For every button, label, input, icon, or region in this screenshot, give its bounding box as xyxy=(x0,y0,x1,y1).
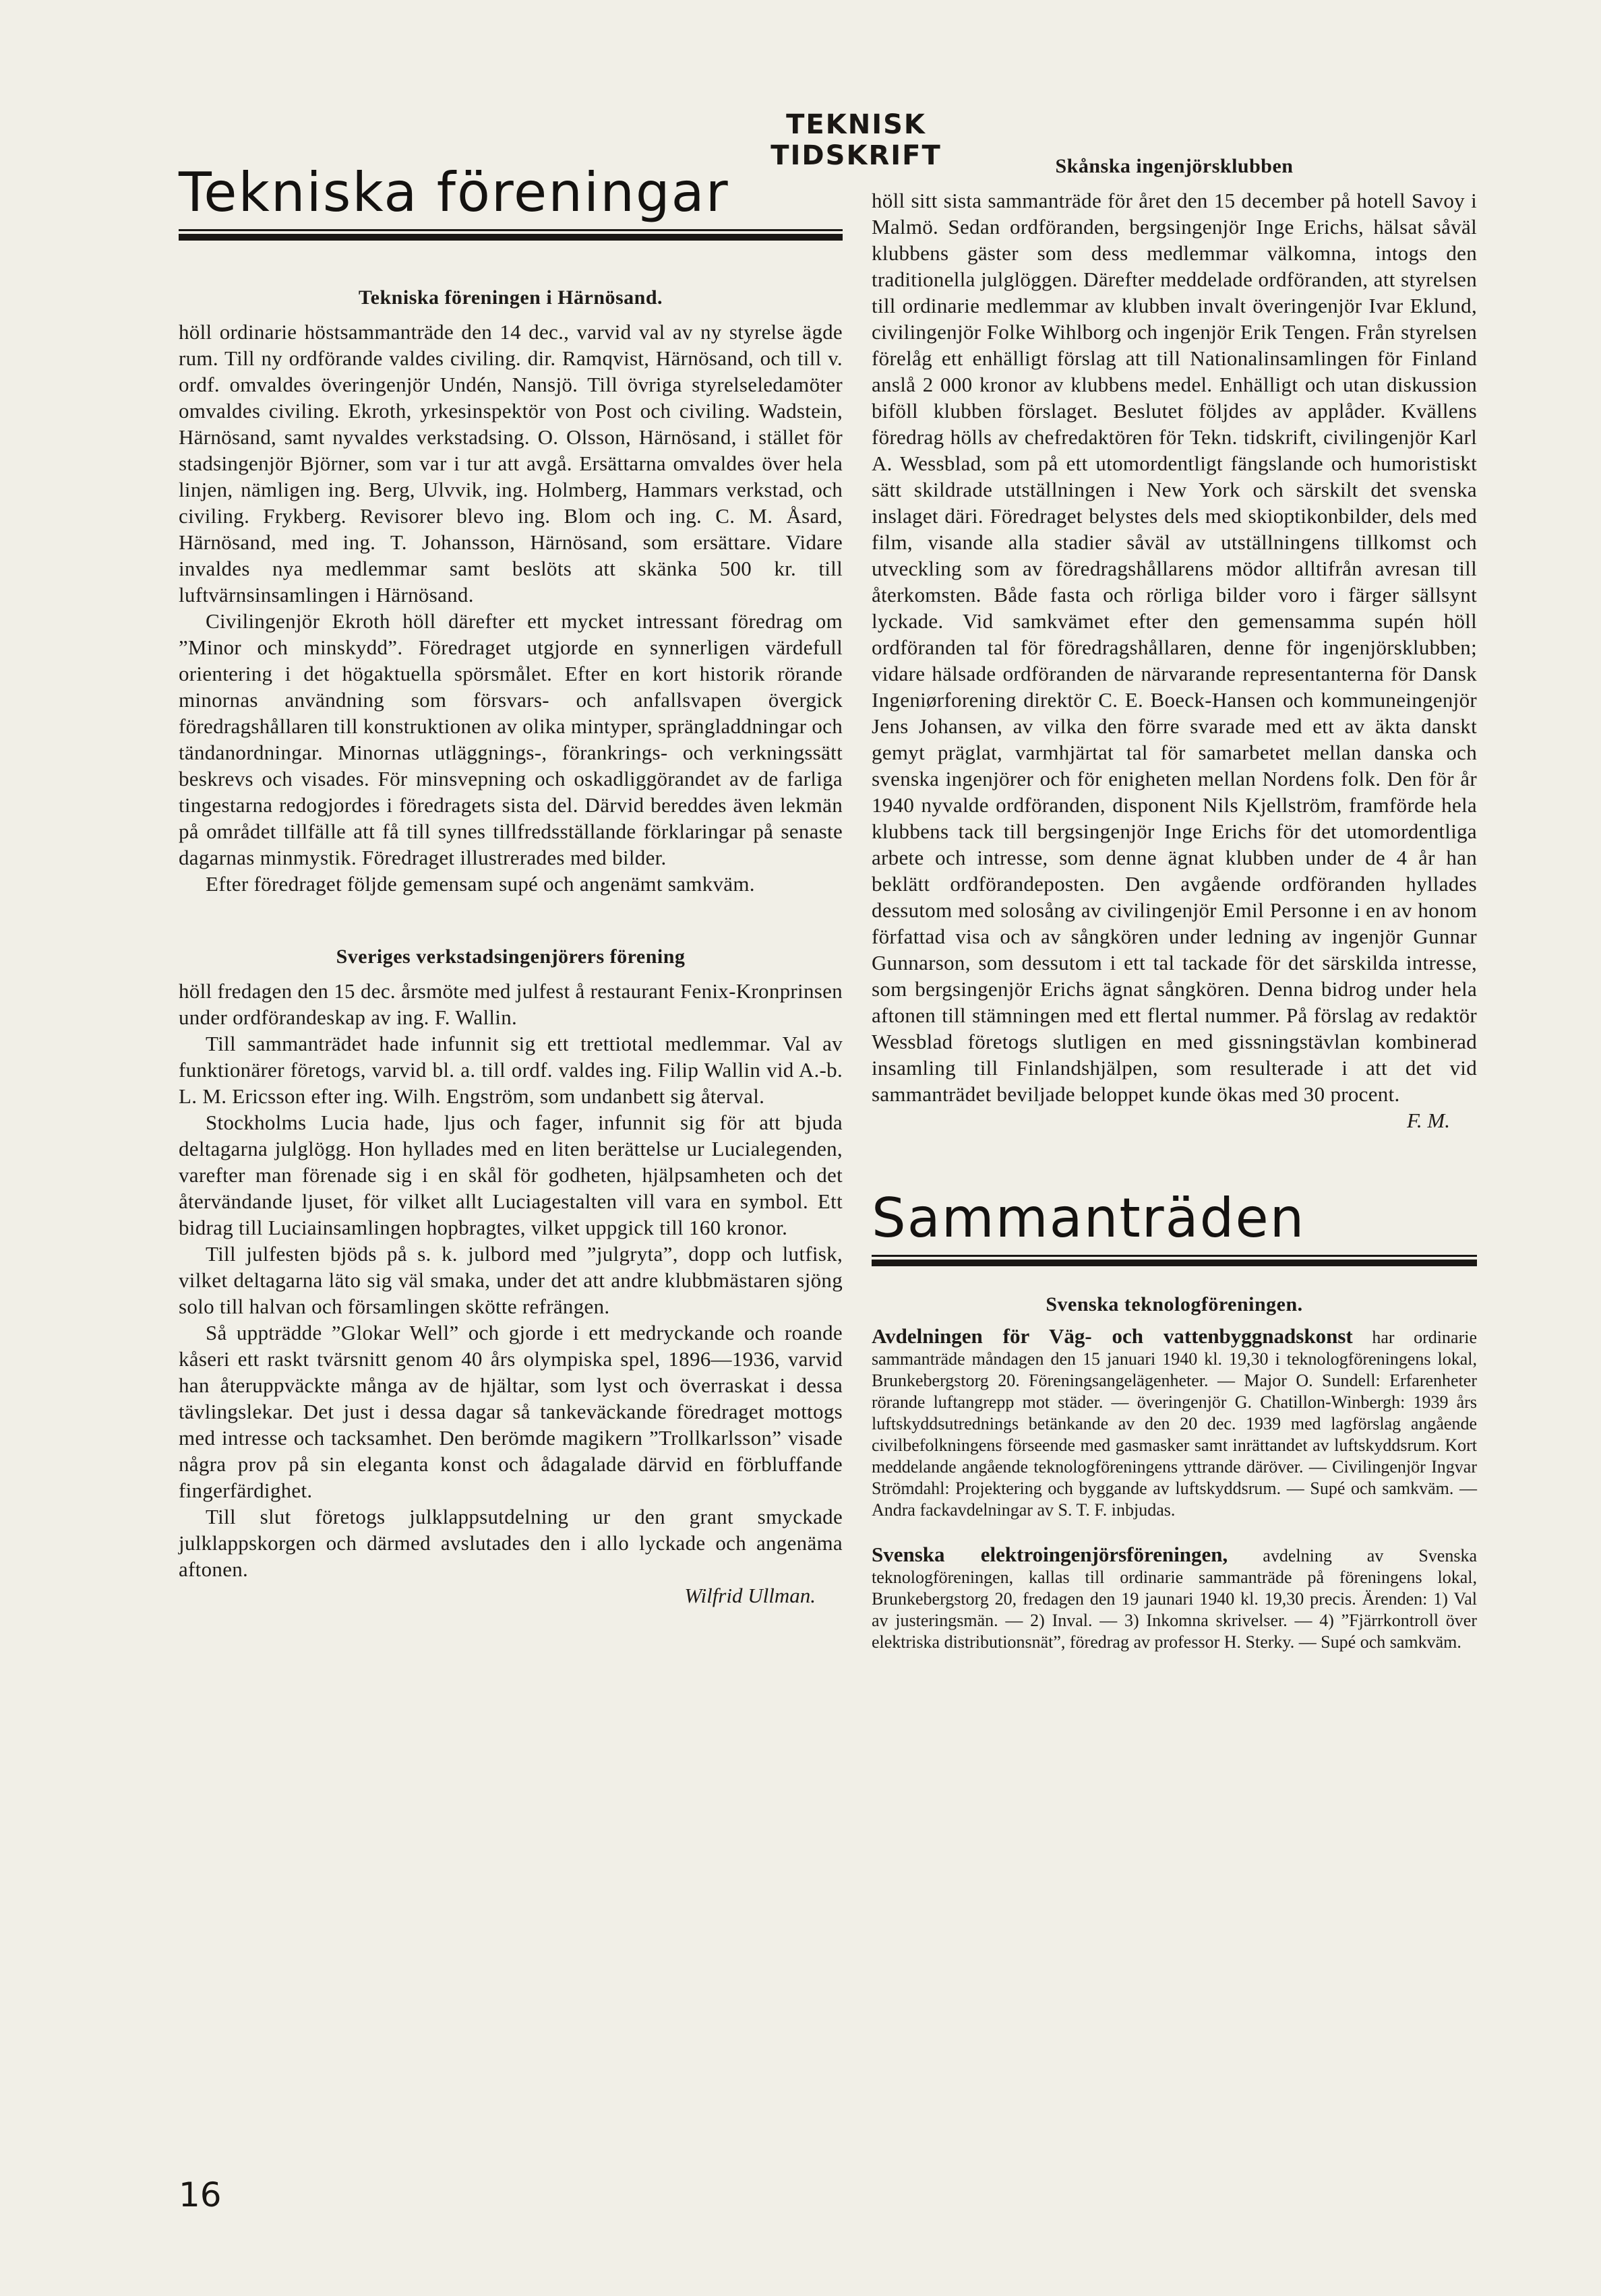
meeting-notice xyxy=(872,1326,1477,1521)
meeting-lead: Avdelningen för Väg- och vattenbyggnadskonst xyxy=(872,1324,1353,1348)
left-column xyxy=(179,162,843,1609)
article-paragraph: höll fredagen den 15 dec. årsmöte med julfest å restaurant Fenix-Kronprinsen under ordförandeskap av ing. F. Wallin. xyxy=(179,979,843,1029)
article-paragraph: Efter föredraget följde gemensam supé och angenämt samkväm. xyxy=(206,872,755,896)
page-number: 16 xyxy=(179,2175,222,2214)
meeting-lead: Svenska elektroingenjörsföreningen, xyxy=(872,1543,1228,1566)
article-heading-skanska: Skånska ingenjörsklubben xyxy=(1055,155,1294,177)
meeting-notice xyxy=(872,1544,1477,1653)
title-rule-thick xyxy=(872,1260,1477,1266)
meetings-heading: Svenska teknologföreningen. xyxy=(1046,1293,1303,1315)
article-paragraph: höll ordinarie höstsammanträde den 14 dec., varvid val av ny styrelse ägde rum. Till ny ordförande valdes civiling. dir. Ramqvist, Härnösand, och till v. ordf. omvaldes överingenjör Undén, Nansjö. Till övriga styrelseledamöter omvaldes civiling. Ekroth, yrkesinspektör von Post och civiling. Wadstein, Härnösand, samt nyvaldes verkstadsing. O. Olsson, Härnösand, i stället för stadsingenjör Björner, som var i tur att avgå. Ersättarna omvaldes över hela linjen, nämligen ing. Berg, Ulvvik, ing. Holmberg, Hammars verkstad, och civiling. Frykberg. Revisorer blevo ing. Blom och ing. C. M. Åsard, Härnösand, med ing. T. Johansson, Härnösand, som ersättare. Vidare invaldes nya medlemmar samt beslöts att skänka 500 kr. till luftvärnsinsamlingen i Härnösand. xyxy=(179,320,843,607)
section-title-tekniska-foreningar: Tekniska föreningar xyxy=(179,161,729,224)
meeting-text: avdelning av Svenska teknologföreningen, kallas till ordinarie sammanträde på föreningens lokal, Brunkebergstorg 20, fredagen den 19 jaunari 1940 kl. 19,30 precis. Ärenden: 1) Val av justeringsmän. — 2) Inval. — 3) Inkomna skrivelser. — 4) ”Fjärrkontroll över elektriska distributionsnät”, föredrag av professor H. Sterky. — Supé och samkväm. xyxy=(872,1546,1477,1652)
meeting-text: har ordinarie sammanträde måndagen den 15 januari 1940 kl. 19,30 i teknologföreningens lokal, Brunkebergstorg 20. Föreningsangelägenheter. — Major O. Sundell: Erfarenheter rörande luftangrepp mot städer. — överingenjör G. Chatillon-Winbergh: 1939 års luftskyddsutrednings betänkande av den 20 dec. 1939 med lagförslag angående civilbefolkningens förseende med gasmasker samt inrättandet av luftskyddsrum. Kort meddelande angående teknologföreningens yttrande däröver. — Civilingenjör Ingvar Strömdahl: Projektering och byggande av luftskyddsrum. — Supé och samkväm. — Andra fackavdelningar av S. T. F. inbjudas. xyxy=(872,1328,1477,1520)
masthead: TEKNISK TIDSKRIFT xyxy=(771,109,942,171)
article-paragraph: Civilingenjör Ekroth höll därefter ett mycket intressant föredrag om ”Minor och minskydd”. Föredraget utgjorde en synnerligen värdefull orientering i det högaktuella spörsmålet. Efter en kort historik rörande minornas användning som försvars- och anfallsvapen övergick föredragshållaren till konstruktionen av olika mintyper, sprängladdningar och tändanordningar. Minornas utläggnings-, förankrings- och verkningssätt beskrevs och visades. För minsvepning och oskadliggörandet av de farliga tingestarna redogjordes i föredragets sista del. Därvid bereddes även lekmän på området tillfälle att få till synes tillfredsställande förklaringar på senaste dagarnas minmystik. Föredraget illustrerades med bilder. xyxy=(179,609,843,869)
article-paragraph: Så uppträdde ”Glokar Well” och gjorde i ett medryckande och roande kåseri ett raskt tvärsnitt genom 40 års olympiska spel, 1896—1936, varvid han återuppväckte många av de hjältar, som lyst och överraskat i dessa tävlingslekar. Det just i dessa dagar så tankeväckande föredraget mottogs med intresse och tacksamhet. Den berömde magikern ”Trollkarlsson” visade några prov på sin eleganta konst och ådagalade därvid en förbluffande fingerfärdighet. xyxy=(179,1321,843,1502)
article-signature: F. M. xyxy=(1406,1109,1450,1132)
title-rule xyxy=(179,229,843,231)
article-paragraph: Till sammanträdet hade infunnit sig ett trettiotal medlemmar. Val av funktionärer företogs, varvid bl. a. till ordf. valdes ing. Filip Wallin vid A.-b. L. M. Ericsson efter ing. Wilh. Engström, som undanbett sig återval. xyxy=(179,1032,843,1108)
title-rule-thick xyxy=(179,234,843,241)
article-paragraph: Till slut företogs julklappsutdelning ur den grant smyckade julklappskorgen och därmed avslutades den i allo lyckade och angenäma aftonen. xyxy=(179,1505,843,1581)
article-heading-harnosand: Tekniska föreningen i Härnösand. xyxy=(358,286,663,309)
article-heading-verkstadsingenjorer: Sveriges verkstadsingenjörers förening xyxy=(336,945,686,968)
article-paragraph: höll sitt sista sammanträde för året den 15 december på hotell Savoy i Malmö. Sedan ordföranden, bergsingenjör Inge Erichs, hälsat såväl klubbens gäster som dess medlemmar välkomna, intogs den traditionella julglöggen. Därefter meddelade ordföranden, att styrelsen till ordinarie medlemmar av klubben invalt överingenjör Ivar Eklund, civilingenjör Folke Wihlborg och ingenjör Erik Tengen. Från styrelsen förelåg ett enhälligt förslag att till Nationalinsamlingen för Finland anslå 2 000 kronor av klubbens medel. Enhälligt och utan diskussion biföll klubben förslaget. Beslutet följdes av applåder. Kvällens föredrag hölls av chefredaktören för Tekn. tidskrift, civilingenjör Karl A. Wessblad, som på ett utomordentligt fängslande och humoristiskt sätt skildrade utställningen i New York och särskilt det svenska inslaget däri. Föredraget belystes dels med skioptikonbilder, dels med film, visande alla stadier såväl av utställningens tillkomst och utveckling som av föredragshållarens mödor alltifrån avresan till återkomsten. Både fasta och rörliga bilder voro i färger sällsynt lyckade. Vid samkvämet efter den gemensamma supén höll ordföranden tal för föredragshållaren, denne för ingenjörsklubben; vidare hälsade ordföranden de närvarande representanterna för Dansk Ingeniørforening direktör C. E. Boeck-Hansen och kommuneingenjör Jens Johansen, av vilka den förre svarade med ett av äkta danskt gemyt präglat, varmhjärtat tal för samarbetet mellan danska och svenska ingenjörer och för enigheten mellan Nordens folk. Den för år 1940 nyvalde ordföranden, disponent Nils Kjellström, framförde hela klubbens tack till bergsingenjör Inge Erichs för det utomordentliga arbete och intresse, som denne ägnat klubben under de 4 år han beklätt ordförandeposten. Den avgående ordföranden hyllades dessutom med solosång av civilingenjör Emil Personne i en av honom författad visa och av sångkören under ledning av ingenjör Gunnar Gunnarson, som dessutom i ett tal tackade för det särskilda intresse, som bergsingenjör Erichs ägnat sångkören. Denna bidrog under hela aftonen till stämningen med ett flertal nummer. På förslag av redaktör Wessblad företogs slutligen en med gissningstävlan kombinerad insamling till Finlandshjälpen, som resulterade i att det vid sammanträdet beviljade beloppet kunde ökas med 30 procent. xyxy=(872,189,1477,1106)
title-rule xyxy=(872,1255,1477,1257)
article-paragraph: Stockholms Lucia hade, ljus och fager, infunnit sig för att bjuda deltagarna julglögg. Hon hyllades med en liten berättelse ur Lucialegenden, varefter man förenade sig i en skål för godheten, hjälpsamheten och det återvändande ljuset, för vilket allt Luciagestalten vill vara en symbol. Ett bidrag till Luciainsamlingen hopbragtes, vilket uppgick till 160 kronor. xyxy=(179,1111,843,1239)
section-title-sammantraden: Sammanträden xyxy=(872,1187,1306,1249)
article-signature: Wilfrid Ullman. xyxy=(684,1584,816,1607)
right-column xyxy=(872,155,1477,1653)
article-paragraph: Till julfesten bjöds på s. k. julbord med ”julgryta”, dopp och lutfisk, vilket deltagarna läto sig väl smaka, under det att andre klubbmästaren sjöng solo till halvan och församlingen skötte refrängen. xyxy=(179,1242,843,1318)
